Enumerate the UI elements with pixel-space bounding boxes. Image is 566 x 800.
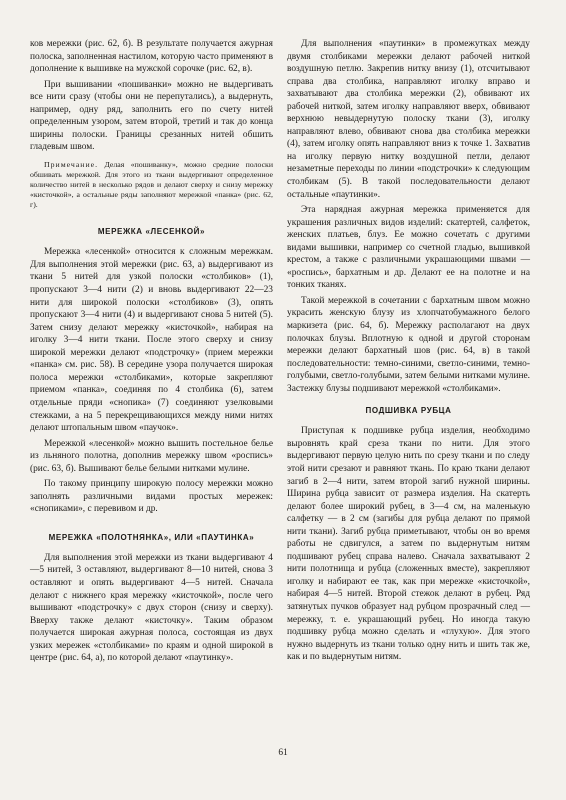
paragraph: Для выполнения этой мережки из ткани выдергивают 4—5 нитей, 3 оставляют, выдергивают 8—10 нитей, снова 3 оставляют и опять выдергивают 4—5 нитей. Сначала делают с нижнего края мережку «кисточкой», после чего вышивают «подстрочку» с двух сторон (снизу и сверху). Вверху также делают «кисточку». Таким образом получается широкая ажурная полоса, состоящая из двух узких мережек «столбиками» по краям и одной широкой в центре (рис. 64, а), по которой делают «паутинку». xyxy=(30,552,273,664)
paragraph: ков мережки (рис. 62, б). В результате получается ажурная полоска, заполненная настилом, которую часто применяют в дополнение к вышивке на мужской сорочке (рис. 62, в). xyxy=(30,39,273,75)
paragraph: Для выполнения «паутинки» в промежутках между двумя столбиками мережки делают рабочей ниткой воздушную петлю. Закрепив нитку внизу (1), отсчитывают справа два столбика, направляют иголку вправо и захватывают два столбика мережки (2), обвивают их рабочей ниткой, затем иголку направляют вверх, обвивают верхнюю невыдернутую полоску ткани (3), иголку направляют влево, обвивают снова два столбика мережки (4), затем иголку опять направляют вниз к точке 1. Захватив на иголку первую нитку воздушной петли, делают незаметные переходы по линии «подстрочки» к следующим столбикам (5). В такой последовательности делают остальные «паутинки». xyxy=(287,39,530,200)
section-heading: МЕРЕЖКА «ЛЕСЕНКОЙ» xyxy=(97,227,206,237)
paragraph: Мережка «лесенкой» относится к сложным мережкам. Для выполнения этой мережки (рис. 63, а) выдергивают из ткани 5 нитей для узкой полоски «столбиков» (1), пропускают 3—4 нити (2) и вновь выдергивают 22—23 нити для широкой полоски «столбиков» (3), опять пропускают 3—4 нити (4) и выдергивают снова 5 нитей (5). Затем снизу делают мережку «кисточкой», набирая на иголку 3—4 нити ткани. После этого сверху и снизу широкой мережки делают «подстрочку» (прием мережки «панка» см. рис. 58). В середине узора получается широкая полоса мережки «столбиками», которые закрепляют приемом «панка», соединяя по 4 столбика (6), затем отдельные пряди «снопика» (7) соединяют узелковыми стежками, а на 5 перекрещивающихся между ними нитях делают штопальным швом «паучок». xyxy=(30,247,273,434)
note-text: Делая «пошиванку», можно средние полоски обшивать мережкой. Для этого из ткани выдергивают определенное количество нитей в несколько рядов и делают сверху и снизу мережку «кисточкой», а остальные ряды заполняют мережкой «панка» (рис. 62, г). xyxy=(30,159,273,210)
left-column xyxy=(30,38,273,668)
page-number: 61 xyxy=(278,748,288,758)
note-paragraph xyxy=(30,160,273,210)
paragraph: При вышивании «пошиванки» можно не выдергивать все нити сразу (чтобы они не перепутались), а выдернуть, например, одну ряд, заполнить его по счету нитей определенным узором, затем второй, третий и так до конца ширины полоски. Границы срезанных нитей обшить гладевым швом. xyxy=(30,79,273,153)
paragraph: Приступая к подшивке рубца изделия, необходимо выровнять край среза ткани по нити. Для этого выдергивают первую целую нить по срезу ткани и по следу этой нити срезают и равняют ткань. По краю ткани делают загиб в 2—4 нити, затем второй загиб нужной ширины. Ширина рубца зависит от размера изделия. На скатерть делают более широкий рубец, в 3—4 см, на маленькую салфетку — в 2 см (загибы для рубца делают по прямой нити ткани). Загиб рубца приметывают, чтобы он во время работы не сдвигулся, а затем по выдернутым нитям подшивают рубец справа налево. Сначала захватывают 2 нити полотнища и рубца (сложенных вместе), закрепляют иголку и набирают ее так, как при мережке «кисточкой», набирая 4—5 нитей. Второй стежок делают в рубец. Ряд затянутых пучков образует над рубцом прозрачный след — мережку, т. е. украшающий рубец. Но иногда такую подшивку рубца можно сделать и «глухую». Для этого нужно выдернуть из ткани только одну нить и шить так же, как и по выдернутым нитям. xyxy=(287,426,530,663)
section-heading: МЕРЕЖКА «ПОЛОТНЯНКА», ИЛИ «ПАУТИНКА» xyxy=(48,532,255,542)
right-column xyxy=(287,38,530,668)
paragraph: По такому принципу широкую полосу мережки можно заполнять различными видами простых мережек: «снопиками», с перевивом и др. xyxy=(30,479,273,515)
paragraph: Такой мережкой в сочетании с бархатным швом можно украсить женскую блузу из хлопчатобумажного белого маркизета (рис. 64, б). Мережку располагают на двух полочках блузы. Вплотную к одной и другой сторонам мережки делают бархатный шов (рис. 64, в) в такой последовательности: темно-синими, светло-синими, темно-голубыми, светло-голубыми, затем белыми нитками мулине. Застежку блузы подшивают мережкой «столбиками». xyxy=(287,295,530,394)
paragraph: Эта нарядная ажурная мережка применяется для украшения различных видов изделий: скатертей, салфеток, женских платьев, блуз. Ее можно сочетать с другими видами вышивки, например со счетной гладью, вышивкой крестом, а также с различными украшающими швами — «роспись», бархатным и др. Делают ее на полотне и на тонких тканях. xyxy=(287,205,530,291)
note-label: Примечание. xyxy=(44,159,99,169)
text-columns xyxy=(30,38,544,668)
paragraph: Мережкой «лесенкой» можно вышить постельное белье из льняного полотна, дополнив мережку швом «роспись» (рис. 63, б). Вышивают белье белыми нитками мулине. xyxy=(30,438,273,474)
section-heading: ПОДШИВКА РУБЦА xyxy=(365,406,452,416)
